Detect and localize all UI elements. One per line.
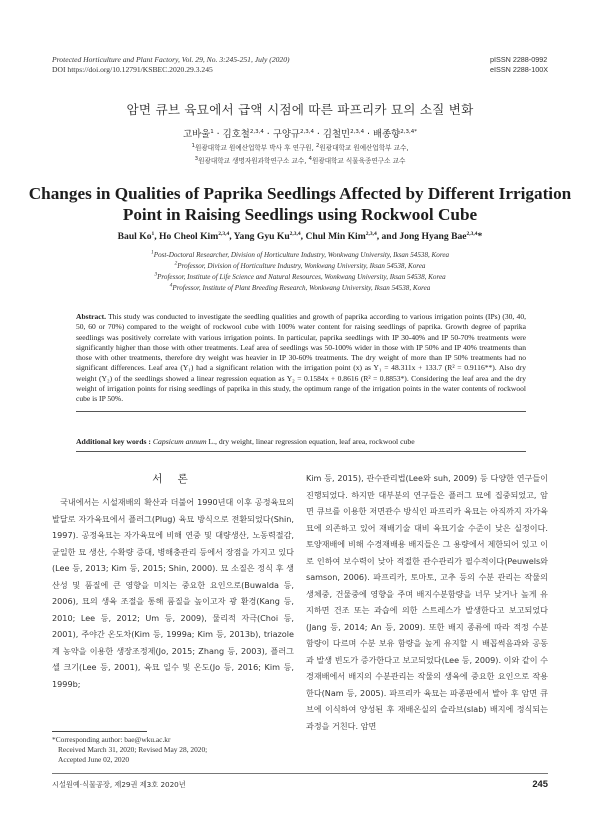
english-affil-number: 3 [154, 271, 158, 278]
journal-header [52, 55, 290, 74]
english-author-affil: 1 [151, 230, 155, 237]
korean-affil-number: 1 [191, 143, 196, 149]
keywords-list: L., dry weight, linear regression equation, leaf area, rockwool cube [206, 437, 415, 446]
english-affiliations [0, 250, 600, 294]
intro-left-column [52, 494, 294, 692]
english-affiliation-4 [0, 283, 600, 294]
korean-affil-text: 원광대학교 식물육종연구소 교수 [311, 157, 406, 166]
english-author-name: Baul Ko [117, 231, 152, 242]
korean-affil-text: 원광대학교 원예산업학부 박사 후 연구원, [195, 144, 316, 153]
english-author-affil: 2,3,4 [466, 230, 478, 237]
english-affil-text: Professor, Institute of Plant Breeding Research, Wonkwang University, Iksan 54538, Korea [172, 284, 431, 292]
english-affil-text: Professor, Division of Horticulture Industry, Wonkwang University, Iksan 54538, Korea [177, 262, 426, 270]
abstract-label: Abstract. [76, 312, 106, 321]
english-title [0, 183, 600, 225]
english-author-name: Yang Gyu Ku [233, 231, 290, 242]
journal-citation: Protected Horticulture and Plant Factory, Vol. 29, No. 3:245-251, July (2020) [52, 55, 290, 64]
english-affil-text: Post-Doctoral Researcher, Division of Horticulture Industry, Wonkwang University, Iksan 54538, Korea [153, 251, 450, 259]
footer-journal: 시설원예·식물공장, 제29권 제3호 2020년 [52, 780, 186, 789]
author-separator: · [313, 129, 323, 140]
page-number: 245 [532, 778, 548, 789]
english-author-name: Ho Cheol Kim [159, 231, 219, 242]
english-title-line-1: Changes in Qualities of Paprika Seedlings Affected by Different Irrigation [28, 184, 572, 203]
pissn: pISSN 2288-0992 [490, 55, 548, 64]
korean-affil-text: 원광대학교 원예산업학부 교수, [319, 144, 409, 153]
abstract-section [76, 312, 526, 412]
abstract-text [76, 312, 526, 405]
korean-affil-number: 2 [315, 143, 320, 149]
korean-author-name: 고바울 [183, 129, 211, 140]
intro-paragraph-2: Kim 등, 2015), 관수관리법(Lee와 suh, 2009) 등 다양한 연구들이 진행되었다. 하지만 대부분의 연구들은 플러그 묘에 집중되었고, 암면 큐브를 이용한 저면관수 방식인 파프리카 육묘는 아직까지 자가육묘에 의존하고 있어 재배기술 대비 육묘기술 수준이 낮은 실정이다. 토양재배에 비해 수경재배용 배지들은 그 용량에서 제한되어 있고 이로 인하여 보수력이 낮아 적절한 관수관리가 필수적이다(Peuwels와 samson, 2006). 파프리카, 토마토, 고추 등의 수분 관리는 작물의 생체중, 건물중에 영향을 주며 배지수분함량을 너무 낮거나 높게 유지하면 건조 또는 과습에 의한 스트레스가 발생한다고 보고되었다(Jang 등, 2014; An 등, 2009). 또한 배지 종류에 따라 적정 수분 함량이 다르며 수분 보유 함량을 높게 유지할 시 배꼽썩음과와 공동과 발생 빈도가 증가한다고 보고되었다(Lee 등, 2009). 이와 같이 수경재배에서 배지의 수분관리는 작물의 생육에 중요한 요인으로 작용한다(Nam 등, 2005). 파프리카 육묘는 파종판에서 발아 후 암면 큐브에 이식하여 양성된 후 재배온실의 슬라브(slab) 배지에 정식되는 과정을 거친다. 암면 [306, 473, 548, 731]
footnote-divider [52, 731, 147, 732]
english-author-affil: 2,3,4 [289, 230, 301, 237]
korean-author-name: 배종향 [373, 129, 401, 140]
korean-author-name: 구양규 [272, 129, 300, 140]
english-author-name: Jong Hyang Bae [399, 231, 467, 242]
korean-authors [0, 126, 600, 140]
received-dates: Received March 31, 2020; Revised May 28, 2020; [58, 744, 208, 754]
english-affil-number: 2 [174, 260, 178, 267]
english-affil-number: 1 [150, 249, 154, 256]
english-author-affil: 2,3,4 [365, 230, 377, 237]
keywords-label: Additional key words : [76, 437, 153, 446]
english-title-line-2: Point in Raising Seedlings using Rockwool Cube [122, 205, 478, 224]
abstract-body: This study was conducted to investigate the seedling qualities and growth of paprika according to various irrigation points (IPs) (30, 40, 50, 60 or 70%) compared to the weight of rockwool cube with 100% water content for raising seedlings of paprika. Growth degree of paprika seedlings was positively correlate with various irrigation points. In particular, paprika seedlings with IP 30-40% and IP 50-70% treatments were significantly higher than those with other treatments. Leaf area of seedlings was 50-100% wider in those with IP 50% and IP 40% treatments than those with other treatments, therefore dry weight was heavier in IP 30-60% treatments. The dry weight of more than IP 50% treatments had no significant differences. Leaf area (Y₁) had a significant relation with the irrigation point (x) as Y₁ = 48.311x + 133.7 (R² = 0.9116**). Also dry weight (Y₂) of the seedlings showed a linear regression equation as Y₂ = 0.1584x + 0.8616 (R² = 0.8853*). Considering the leaf area and the dry weight of irrigation points for rising seedlings of paprika in this study, the optimum range of the irrigation points in the water contents of rockwool cube is IP 50%. [76, 312, 526, 404]
author-separator: , and [376, 231, 400, 242]
author-separator: , [229, 231, 234, 242]
accepted-date: Accepted June 02, 2020 [58, 754, 130, 764]
korean-author-affil: 1 [210, 128, 214, 135]
doi-link[interactable]: DOI https://doi.org/10.12791/KSBEC.2020.29.3.245 [52, 64, 213, 74]
korean-title: 암면 큐브 육묘에서 급액 시점에 따른 파프리카 묘의 소질 변화 [126, 102, 474, 117]
korean-author-affil: 2,3,4 [299, 128, 314, 135]
english-affiliation-1 [0, 250, 600, 261]
korean-author-affil: 2,3,4 [350, 128, 365, 135]
footnote [52, 735, 294, 764]
korean-affil-number: 4 [308, 156, 312, 162]
author-separator: , [154, 231, 160, 242]
author-separator: · [213, 129, 223, 140]
korean-author-affil: 2,3,4 [249, 128, 264, 135]
korean-author-name: 김호철 [222, 129, 250, 140]
author-separator: · [364, 129, 374, 140]
korean-affil-number: 3 [194, 156, 199, 162]
korean-affil-text: 원광대학교 생명자원과학연구소 교수, [198, 157, 309, 166]
corresponding-author: *Corresponding author: bae@wku.ac.kr [52, 735, 171, 744]
keywords-divider [76, 451, 526, 452]
korean-author-name: 김철민 [322, 129, 351, 140]
introduction-heading: 서 론 [152, 473, 194, 485]
english-affiliation-3 [0, 272, 600, 283]
english-authors [0, 231, 600, 242]
author-separator: * [477, 231, 483, 242]
keywords-species: Capsicum annum [152, 437, 207, 446]
korean-author-affil: 2,3,4* [400, 128, 417, 135]
intro-paragraph-1: 국내에서는 시설재배의 확산과 더불어 1990년대 이후 공정육묘의 발달로 자가육묘에서 플러그(Plug) 육묘 방식으로 전환되었다(Shin, 1997). 공정육묘는 자가육묘에 비해 연중 및 대량생산, 노동력절감, 균일한 묘 생산, 수확량 증대, 병해충관리 등에서 장점을 가지고 있다(Lee 등, 2013; Kim 등, 2015; Shin, 2000). 묘 소질은 정식 후 생산성 및 품질에 큰 영향을 미치는 중요한 요인으로(Buwalda 등, 2006), 묘의 생육 조절을 통해 품질을 높이고자 광 환경(Kang 등, 2010; Lee 등, 2012; Um 등, 2009), 물리적 자극(Choi 등, 2001), 주야간 온도차(Kim 등, 1999a; Kim 등, 2013b), triazole계 농약을 이용한 생장조정제(Jo, 2015; Zhang 등, 2003), 플러그 셀 크기(Lee 등, 2001), 육묘 일수 및 온도(Jo 등, 2016; Kim 등, 1999b; [52, 497, 294, 689]
keywords [76, 437, 526, 447]
author-separator: · [263, 129, 273, 140]
footer-divider [52, 773, 548, 774]
issn-block [490, 55, 548, 74]
korean-affiliation-line-2 [0, 153, 600, 168]
english-affil-number: 4 [169, 282, 173, 289]
eissn: eISSN 2288-100X [490, 64, 548, 74]
author-separator: , [300, 231, 306, 242]
english-author-name: Chul Min Kim [305, 231, 366, 242]
english-author-affil: 2,3,4 [218, 230, 230, 237]
english-affiliation-2 [0, 261, 600, 272]
english-affil-text: Professor, Institute of Life Science and Natural Resources, Wonkwang University, Iksan 54538, Korea [157, 273, 446, 281]
intro-right-column [306, 470, 548, 734]
